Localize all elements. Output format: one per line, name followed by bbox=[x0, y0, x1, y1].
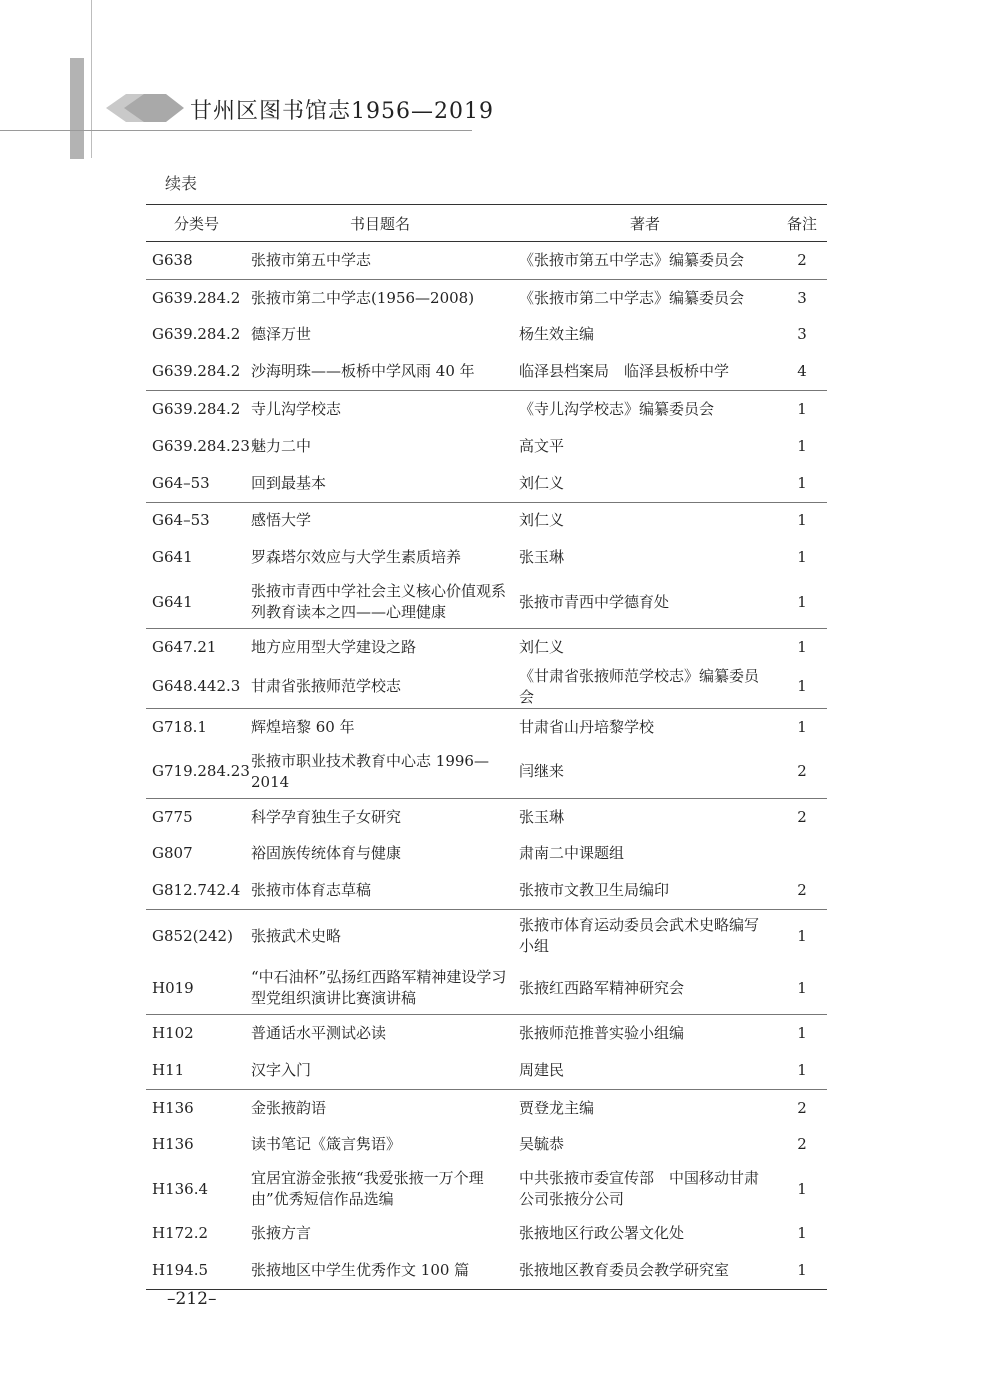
table-row bbox=[146, 465, 827, 502]
table-row bbox=[146, 428, 827, 465]
catalog-table bbox=[146, 204, 827, 1290]
catalog-table-container bbox=[146, 204, 827, 1290]
cell-classification-number: H136 bbox=[146, 1089, 245, 1126]
cell-remarks: 2 bbox=[797, 250, 807, 269]
cell-remarks: 4 bbox=[797, 362, 807, 381]
cell-remarks: 1 bbox=[775, 1252, 827, 1289]
cell-remarks: 1 bbox=[797, 473, 807, 492]
table-row bbox=[146, 1015, 827, 1052]
header-rule bbox=[0, 130, 472, 131]
cell-author: 《甘肃省张掖师范学校志》编纂委员会 bbox=[519, 666, 760, 706]
table-row bbox=[146, 798, 827, 835]
cell-remarks: 1 bbox=[775, 910, 827, 963]
table-row bbox=[146, 872, 827, 909]
cell-author: 张玉琳 bbox=[513, 798, 775, 835]
cell-book-title: 地方应用型大学建设之路 bbox=[245, 629, 513, 666]
table-row bbox=[146, 666, 827, 709]
cell-remarks: 1 bbox=[797, 1179, 807, 1198]
cell-book-title: 罗森塔尔效应与大学生素质培养 bbox=[251, 548, 462, 567]
cell-remarks: 3 bbox=[797, 325, 807, 344]
cell-book-title: 感悟大学 bbox=[245, 502, 513, 539]
cell-book-title: 德泽万世 bbox=[251, 325, 312, 344]
cell-remarks: 1 bbox=[797, 1224, 807, 1243]
cell-classification-number: G719.284.23 bbox=[152, 762, 250, 781]
cell-classification-number: G647.21 bbox=[146, 629, 245, 666]
cell-classification-number: H172.2 bbox=[152, 1224, 209, 1243]
cell-classification-number: G852(242) bbox=[146, 910, 245, 963]
cell-remarks: 1 bbox=[797, 592, 807, 611]
cell-author: 刘仁义 bbox=[519, 473, 565, 492]
cell-book-title: 读书笔记《箴言隽语》 bbox=[251, 1135, 402, 1154]
cell-classification-number: G638 bbox=[152, 250, 193, 269]
cell-classification-number: H136.4 bbox=[152, 1179, 209, 1198]
table-row bbox=[146, 962, 827, 1015]
header-gray-bar bbox=[70, 58, 84, 159]
cell-book-title: 张掖市职业技术教育中心志 1996—2014 bbox=[251, 751, 489, 791]
cell-remarks: 1 bbox=[797, 548, 807, 567]
cell-classification-number: G639.284.23 bbox=[152, 436, 250, 455]
table-row bbox=[146, 391, 827, 428]
cell-classification-number: H136 bbox=[152, 1135, 194, 1154]
cell-remarks: 1 bbox=[797, 677, 807, 696]
table-row bbox=[146, 502, 827, 539]
cell-author: 张掖市青西中学德育处 bbox=[519, 592, 670, 611]
diamond-ornament-icon bbox=[104, 92, 184, 124]
cell-book-title: 张掖市第五中学志 bbox=[251, 250, 372, 269]
cell-book-title: 张掖地区中学生优秀作文 100 篇 bbox=[245, 1252, 513, 1289]
cell-remarks: 2 bbox=[797, 762, 807, 781]
cell-author: 肃南二中课题组 bbox=[519, 844, 625, 863]
cell-book-title: 张掖市青西中学社会主义核心价值观系列教育读本之四——心理健康 bbox=[251, 582, 507, 622]
book-title: 甘州区图书馆志1956—2019 bbox=[190, 99, 494, 124]
cell-classification-number: G648.442.3 bbox=[152, 677, 241, 696]
cell-author: 《张掖市第五中学志》编纂委员会 bbox=[519, 250, 745, 269]
cell-author: 张玉琳 bbox=[519, 548, 565, 567]
cell-book-title: 辉煌培黎 60 年 bbox=[245, 708, 513, 745]
cell-classification-number: G807 bbox=[152, 844, 193, 863]
cell-book-title: 沙海明珠——板桥中学风雨 40 年 bbox=[251, 362, 475, 381]
cell-classification-number: H11 bbox=[152, 1060, 185, 1079]
cell-remarks: 3 bbox=[775, 279, 827, 316]
cell-remarks: 1 bbox=[797, 1060, 807, 1079]
cell-remarks: 2 bbox=[797, 881, 807, 900]
table-row bbox=[146, 1127, 827, 1164]
cell-author: 张掖地区行政公署文化处 bbox=[519, 1224, 685, 1243]
cell-classification-number: G639.284.2 bbox=[146, 391, 245, 428]
cell-author: 吴毓恭 bbox=[519, 1135, 565, 1154]
table-row bbox=[146, 746, 827, 799]
table-row bbox=[146, 1163, 827, 1215]
table-row bbox=[146, 1052, 827, 1089]
cell-author: 张掖地区教育委员会教学研究室 bbox=[513, 1252, 775, 1289]
header-remarks: 备注 bbox=[775, 205, 827, 242]
header-book-title: 书目题名 bbox=[245, 205, 513, 242]
cell-author: 贾登龙主编 bbox=[513, 1089, 775, 1126]
cell-classification-number: G812.742.4 bbox=[152, 881, 241, 900]
cell-classification-number: G775 bbox=[146, 798, 245, 835]
cell-book-title: “中石油杯”弘扬红西路军精神建设学习型党组织演讲比赛演讲稿 bbox=[251, 968, 507, 1008]
cell-author: 刘仁义 bbox=[513, 629, 775, 666]
cell-remarks bbox=[775, 836, 827, 873]
page-number: –212– bbox=[167, 1289, 217, 1309]
cell-book-title: 普通话水平测试必读 bbox=[245, 1015, 513, 1052]
cell-classification-number: G641 bbox=[152, 592, 193, 611]
table-row bbox=[146, 353, 827, 390]
cell-book-title: 裕固族传统体育与健康 bbox=[251, 844, 402, 863]
table-row bbox=[146, 242, 827, 280]
table-row bbox=[146, 1215, 827, 1252]
cell-classification-number: G64–53 bbox=[146, 502, 245, 539]
cell-author: 刘仁义 bbox=[513, 502, 775, 539]
cell-author: 甘肃省山丹培黎学校 bbox=[513, 708, 775, 745]
cell-author: 闫继来 bbox=[519, 762, 565, 781]
cell-remarks: 1 bbox=[775, 391, 827, 428]
table-row bbox=[146, 576, 827, 629]
cell-classification-number: G64–53 bbox=[152, 473, 210, 492]
table-row bbox=[146, 539, 827, 576]
header-vertical-line bbox=[91, 0, 92, 158]
cell-remarks: 1 bbox=[775, 629, 827, 666]
table-row bbox=[146, 708, 827, 745]
cell-author: 《寺儿沟学校志》编纂委员会 bbox=[513, 391, 775, 428]
table-row bbox=[146, 279, 827, 316]
continued-label: 续表 bbox=[165, 174, 198, 193]
cell-remarks: 2 bbox=[797, 1135, 807, 1154]
cell-remarks: 1 bbox=[797, 436, 807, 455]
cell-author: 张掖红西路军精神研究会 bbox=[519, 978, 685, 997]
cell-book-title: 宜居宜游金张掖“我爱张掖一万个理由”优秀短信作品选编 bbox=[251, 1169, 484, 1209]
table-row bbox=[146, 629, 827, 666]
table-row bbox=[146, 836, 827, 873]
cell-remarks: 2 bbox=[775, 798, 827, 835]
table-header-row bbox=[146, 205, 827, 242]
cell-author: 张掖市体育运动委员会武术史略编写小组 bbox=[513, 910, 775, 963]
cell-author: 中共张掖市委宣传部 中国移动甘肃公司张掖分公司 bbox=[519, 1169, 760, 1209]
cell-book-title: 金张掖韵语 bbox=[245, 1089, 513, 1126]
cell-book-title: 张掖武术史略 bbox=[245, 910, 513, 963]
cell-remarks: 1 bbox=[775, 502, 827, 539]
cell-author: 高文平 bbox=[519, 436, 565, 455]
cell-classification-number: H102 bbox=[146, 1015, 245, 1052]
cell-remarks: 1 bbox=[775, 1015, 827, 1052]
header-author: 著者 bbox=[513, 205, 775, 242]
table-row bbox=[146, 1252, 827, 1289]
cell-book-title: 魅力二中 bbox=[251, 436, 312, 455]
cell-classification-number: G718.1 bbox=[146, 708, 245, 745]
cell-classification-number: G641 bbox=[152, 548, 193, 567]
cell-book-title: 张掖市体育志草稿 bbox=[251, 881, 372, 900]
header-classification-number: 分类号 bbox=[146, 205, 245, 242]
cell-book-title: 张掖市第二中学志(1956—2008) bbox=[245, 279, 513, 316]
table-row bbox=[146, 910, 827, 963]
cell-author: 《张掖市第二中学志》编纂委员会 bbox=[513, 279, 775, 316]
cell-book-title: 张掖方言 bbox=[251, 1224, 312, 1243]
cell-remarks: 2 bbox=[775, 1089, 827, 1126]
cell-classification-number: H194.5 bbox=[146, 1252, 245, 1289]
cell-book-title: 汉字入门 bbox=[251, 1060, 312, 1079]
cell-author: 杨生效主编 bbox=[519, 325, 595, 344]
cell-author: 张掖师范推普实验小组编 bbox=[513, 1015, 775, 1052]
cell-book-title: 回到最基本 bbox=[251, 473, 327, 492]
cell-author: 周建民 bbox=[519, 1060, 565, 1079]
cell-classification-number: G639.284.2 bbox=[152, 325, 241, 344]
cell-author: 临泽县档案局 临泽县板桥中学 bbox=[519, 362, 730, 381]
cell-remarks: 1 bbox=[775, 708, 827, 745]
cell-classification-number: G639.284.2 bbox=[146, 279, 245, 316]
cell-book-title: 科学孕育独生子女研究 bbox=[245, 798, 513, 835]
table-row bbox=[146, 1089, 827, 1126]
cell-classification-number: G639.284.2 bbox=[152, 362, 241, 381]
cell-author: 张掖市文教卫生局编印 bbox=[519, 881, 670, 900]
table-row bbox=[146, 317, 827, 354]
cell-book-title: 寺儿沟学校志 bbox=[245, 391, 513, 428]
cell-classification-number: H019 bbox=[152, 978, 194, 997]
cell-remarks: 1 bbox=[797, 978, 807, 997]
cell-book-title: 甘肃省张掖师范学校志 bbox=[251, 677, 402, 696]
